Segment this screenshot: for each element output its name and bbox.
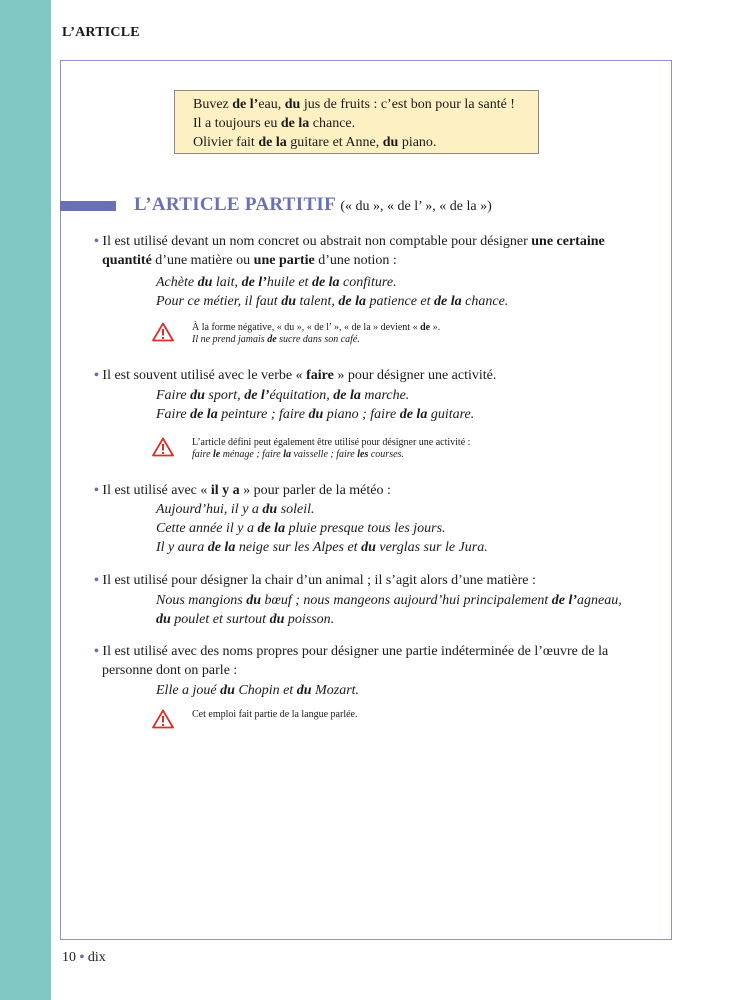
warning-note <box>152 709 652 741</box>
warning-text: L’article défini peut également être utilisé pour désigner une activité : faire le ménage ; faire la vaisselle ; faire les courses. <box>192 437 471 460</box>
example-sentence: du poulet et surtout du poisson. <box>156 612 335 627</box>
warning-text: Cet emploi fait partie de la langue parlée. <box>192 709 358 720</box>
example-line: Buvez de l’eau, du jus de fruits : c’est bon pour la santé ! <box>193 97 515 112</box>
section-subtitle: (« du », « de l’ », « de la ») <box>340 199 492 214</box>
rule-item: • Il est souvent utilisé avec le verbe « faire » pour désigner une activité. <box>94 368 497 383</box>
example-sentence: Cette année il y a de la pluie presque tous les jours. <box>156 521 446 536</box>
example-sentence: Elle a joué du Chopin et du Mozart. <box>156 683 360 698</box>
section-title: L’ARTICLE PARTITIF (« du », « de l’ », « de la ») <box>134 194 492 215</box>
heading-bar <box>60 201 116 211</box>
warning-note <box>152 322 652 354</box>
warning-icon <box>152 322 174 342</box>
rule-item: • Il est utilisé devant un nom concret ou abstrait non comptable pour désigner une certaine quantité d’une matière ou une partie d’une notion : <box>94 234 605 268</box>
warning-text: À la forme négative, « du », « de l’ », « de la » devient « de ». Il ne prend jamais de sucre dans son café. <box>192 322 441 345</box>
example-sentence: Il y aura de la neige sur les Alpes et du verglas sur le Jura. <box>156 540 488 555</box>
example-line: Il a toujours eu de la chance. <box>193 116 356 131</box>
example-sentence: Achète du lait, de l’huile et de la confiture. <box>156 275 397 290</box>
warning-icon <box>152 709 174 729</box>
example-sentence: Aujourd’hui, il y a du soleil. <box>156 502 315 517</box>
page-number: 10 • dix <box>62 950 106 965</box>
warning-icon <box>152 437 174 457</box>
side-color-band <box>0 0 51 1000</box>
rule-item: • Il est utilisé avec « il y a » pour parler de la météo : <box>94 483 391 498</box>
example-sentence: Pour ce métier, il faut du talent, de la patience et de la chance. <box>156 294 509 309</box>
rule-item: • Il est utilisé avec des noms propres pour désigner une partie indéterminée de l’œuvre de la personne dont on parle : <box>94 644 609 678</box>
examples-box <box>174 90 539 154</box>
example-sentence: Nous mangions du bœuf ; nous mangeons aujourd’hui principalement de l’agneau, <box>156 593 622 608</box>
rule-item: • Il est utilisé pour désigner la chair d’un animal ; il s’agit alors d’une matière : <box>94 573 536 588</box>
warning-note <box>152 437 652 469</box>
example-sentence: Faire du sport, de l’équitation, de la marche. <box>156 388 410 403</box>
example-sentence: Faire de la peinture ; faire du piano ; faire de la guitare. <box>156 407 475 422</box>
example-line: Olivier fait de la guitare et Anne, du piano. <box>193 135 437 150</box>
chapter-title: L’ARTICLE <box>62 25 140 40</box>
section-heading <box>60 194 620 218</box>
